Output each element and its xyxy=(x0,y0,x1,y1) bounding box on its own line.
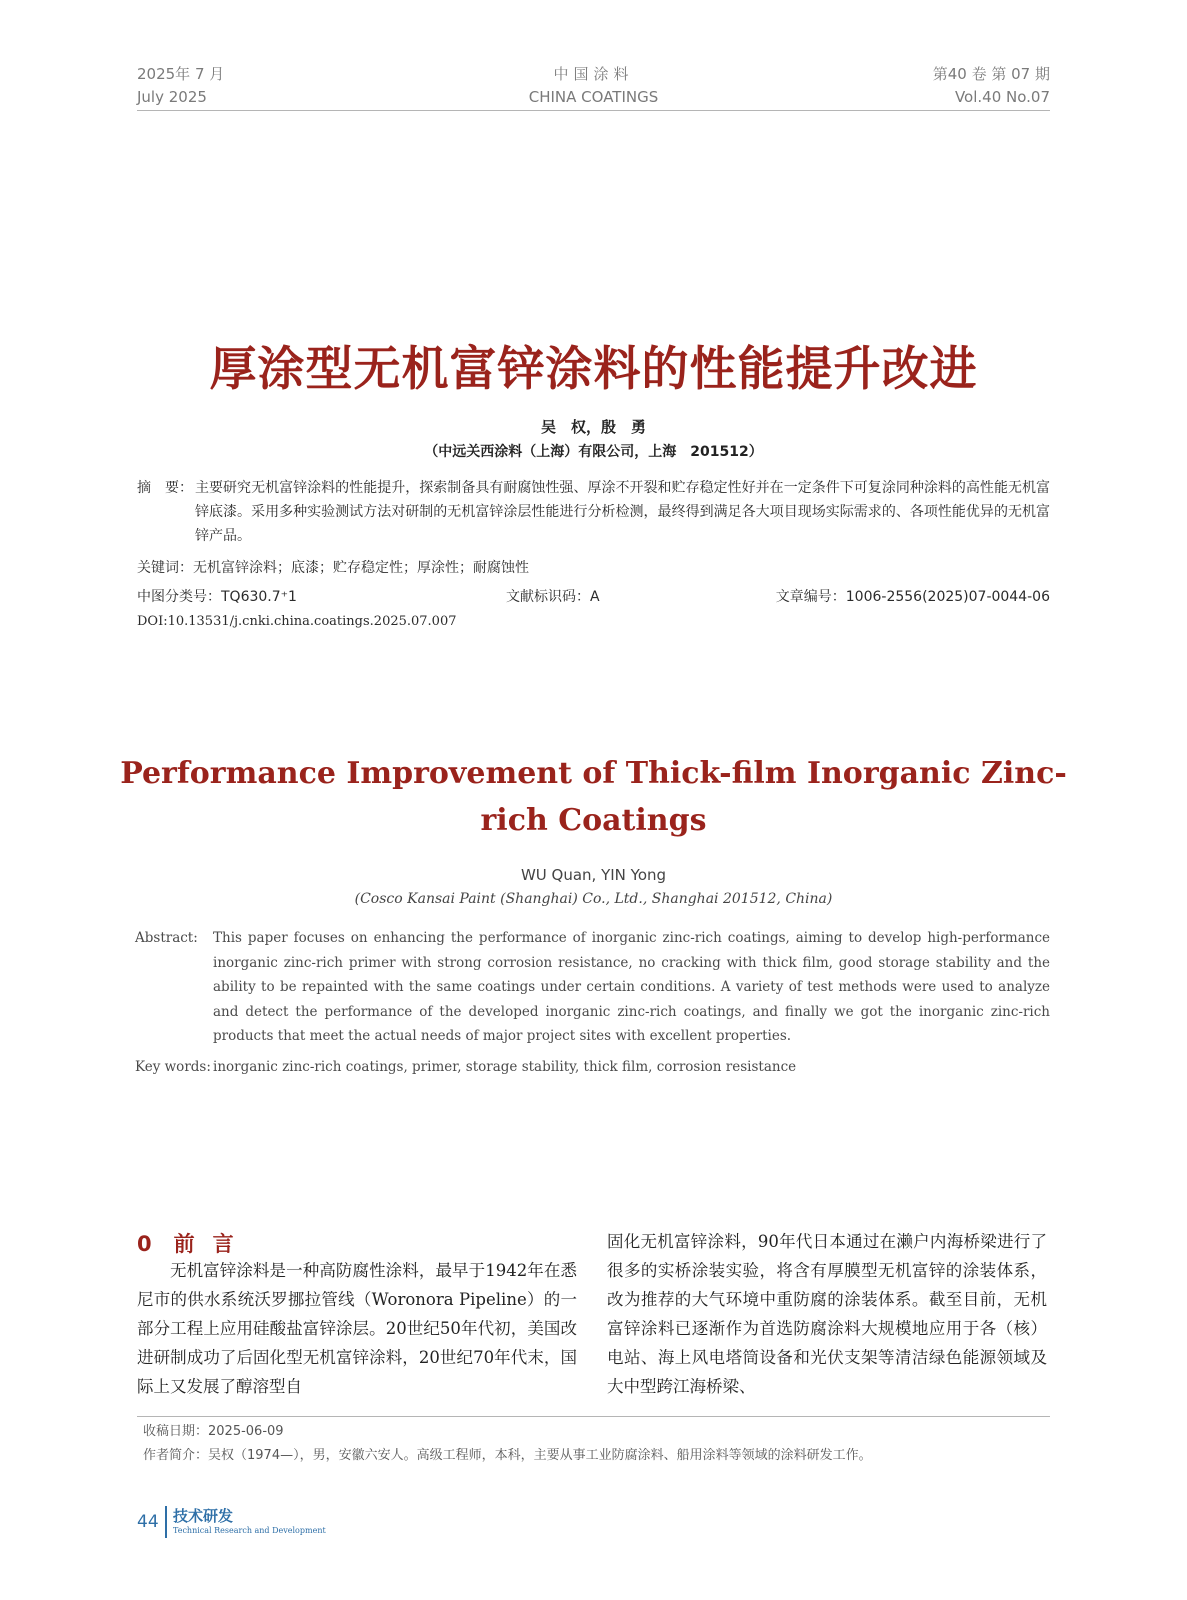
footer-section-en: Technical Research and Development xyxy=(173,1526,326,1535)
header-issue xyxy=(933,63,1050,109)
abstract-en xyxy=(135,926,1050,1049)
abstract-cn-label: 摘 要： xyxy=(137,480,193,496)
article-title-en: Performance Improvement of Thick-film Inorganic Zinc-rich Coatings xyxy=(120,756,1067,838)
footer-divider xyxy=(165,1506,167,1538)
section-heading xyxy=(137,1228,252,1258)
header-journal-cn: 中国涂料 xyxy=(553,65,634,83)
doi: DOI:10.13531/j.cnki.china.coatings.2025.07.007 xyxy=(137,614,457,629)
body-column-left: 无机富锌涂料是一种高防腐性涂料，最早于1942年在悉尼市的供水系统沃罗挪拉管线（Woronora Pipeline）的一部分工程上应用硅酸盐富锌涂层。20世纪50年代初，美国改进研制成功了后固化型无机富锌涂料，20世纪70年代末，国际上又发展了醇溶型自 xyxy=(137,1261,577,1396)
affiliation-en: (Cosco Kansai Paint (Shanghai) Co., Ltd., Shanghai 201512, China) xyxy=(354,891,833,907)
header-date-cn: 2025年 7 月 xyxy=(137,65,225,83)
keywords-cn: 关键词：无机富锌涂料；底漆；贮存稳定性；厚涂性；耐腐蚀性 xyxy=(137,560,529,576)
keywords-en-text: inorganic zinc-rich coatings, primer, storage stability, thick film, corrosion resistance xyxy=(213,1059,797,1075)
footnote-received: 收稿日期：2025-06-09 xyxy=(143,1424,284,1439)
body-column-right: 固化无机富锌涂料，90年代日本通过在濑户内海桥梁进行了很多的实桥涂装实验，将含有厚膜型无机富锌的涂装体系，改为推荐的大气环境中重防腐的涂装体系。截至目前，无机富锌涂料已逐渐作为首选防腐涂料大规模地应用于各（核）电站、海上风电塔筒设备和光伏支架等清洁绿色能源领域及大中型跨江海桥梁、 xyxy=(607,1232,1047,1396)
authors-cn: 吴 权，殷 勇 xyxy=(540,418,646,436)
abstract-cn xyxy=(137,476,1050,548)
page-number: 44 xyxy=(137,1512,159,1532)
footnote-divider xyxy=(137,1416,1050,1417)
footnote-author-bio: 作者简介：吴权（1974—），男，安徽六安人。高级工程师，本科，主要从事工业防腐涂料、船用涂料等领域的涂料研发工作。 xyxy=(143,1448,872,1463)
section-number: 0 xyxy=(137,1232,152,1256)
keywords-en xyxy=(135,1055,1050,1080)
article-number: 文章编号：1006-2556(2025)07-0044-06 xyxy=(775,589,1050,605)
keywords-en-label: Key words: xyxy=(135,1059,211,1075)
abstract-en-label: Abstract: xyxy=(135,930,198,946)
clc-number: 中图分类号：TQ630.7⁺1 xyxy=(137,589,297,605)
abstract-cn-text: 主要研究无机富锌涂料的性能提升，探索制备具有耐腐蚀性强、厚涂不开裂和贮存稳定性好并在一定条件下可复涂同种涂料的高性能无机富锌底漆。采用多种实验测试方法对研制的无机富锌涂层性能进行分析检测，最终得到满足各大项目现场实际需求的、各项性能优异的无机富锌产品。 xyxy=(195,480,1050,544)
header-issue-cn: 第40 卷 第 07 期 xyxy=(932,65,1050,83)
abstract-en-text: This paper focuses on enhancing the performance of inorganic zinc-rich coatings, aiming to develop high-performance inorganic zinc-rich primer with strong corrosion resistance, no cracking with thick film, good storage stability and the ability to be repainted with the same coatings under certain conditions. A variety of test methods were used to analyze and detect the performance of the developed inorganic zinc-rich coatings, and finally we got the inorganic zinc-rich products that meet the actual needs of major project sites with excellent properties. xyxy=(213,930,1050,1044)
header-issue-en: Vol.40 No.07 xyxy=(954,88,1050,106)
article-title-cn: 厚涂型无机富锌涂料的性能提升改进 xyxy=(209,342,978,397)
header-divider xyxy=(137,110,1050,111)
document-code: 文献标识码：A xyxy=(506,589,600,605)
header-journal-en: CHINA COATINGS xyxy=(528,88,659,106)
authors-en: WU Quan, YIN Yong xyxy=(520,866,667,884)
affiliation-cn: （中远关西涂料（上海）有限公司，上海 201512） xyxy=(424,444,763,460)
header-date-en: July 2025 xyxy=(137,88,207,106)
section-title: 前言 xyxy=(173,1232,252,1256)
footer-section-cn: 技术研发 xyxy=(173,1507,234,1525)
